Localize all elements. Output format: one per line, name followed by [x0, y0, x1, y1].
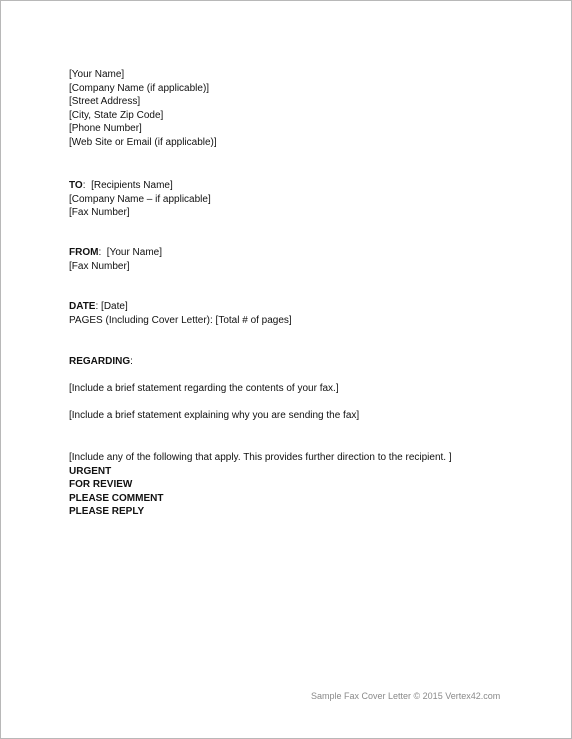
directions-intro: [Include any of the following that apply. This provides further direction to the recipient. ]: [69, 452, 452, 463]
regarding-statement-1-text: [Include a brief statement regarding the contents of your fax.]: [69, 383, 339, 394]
direction-urgent: URGENT: [69, 465, 112, 477]
to-label: TO: [69, 180, 83, 191]
direction-for-review: FOR REVIEW: [69, 479, 133, 491]
pages-label: PAGES (Including Cover Letter):: [69, 314, 213, 326]
date-pages-block: [69, 300, 292, 327]
from-block: [69, 246, 162, 273]
sender-name: [Your Name]: [69, 69, 125, 80]
sender-city-state-zip: [City, State Zip Code]: [69, 109, 164, 121]
regarding-statement-1: [69, 382, 339, 396]
from-name: [Your Name]: [106, 247, 163, 258]
regarding-statement-2-text: [Include a brief statement explaining why you are sending the fax]: [69, 410, 360, 421]
sender-street: [Street Address]: [69, 96, 141, 108]
sender-phone: [Phone Number]: [69, 123, 142, 135]
directions-block: [69, 451, 452, 519]
regarding-label: REGARDING: [69, 356, 131, 367]
regarding-heading: REGARDING:: [69, 356, 133, 367]
from-fax: [Fax Number]: [69, 260, 130, 272]
to-block: [69, 179, 211, 220]
sender-block: [69, 68, 217, 150]
sender-web-email: [Web Site or Email (if applicable)]: [69, 136, 217, 148]
pages-value: [Total # of pages]: [215, 314, 292, 326]
date-label: DATE: [69, 301, 96, 312]
to-fax: [Fax Number]: [69, 207, 130, 219]
sender-company: [Company Name (if applicable)]: [69, 82, 210, 94]
from-label: FROM: [69, 247, 99, 258]
date-line: DATE: [Date]: [69, 301, 128, 312]
from-line: FROM: [Your Name]: [69, 247, 163, 258]
footer-copyright: Sample Fax Cover Letter © 2015 Vertex42.com: [311, 691, 501, 701]
direction-please-comment: PLEASE COMMENT: [69, 492, 164, 504]
to-recipient: [Recipients Name]: [91, 180, 173, 191]
direction-please-reply: PLEASE REPLY: [69, 506, 145, 518]
to-company: [Company Name – if applicable]: [69, 193, 211, 205]
date-value: [Date]: [101, 301, 128, 312]
to-line: TO: [Recipients Name]: [69, 180, 173, 191]
pages-line: [69, 314, 292, 328]
regarding-statement-2: [69, 409, 359, 423]
